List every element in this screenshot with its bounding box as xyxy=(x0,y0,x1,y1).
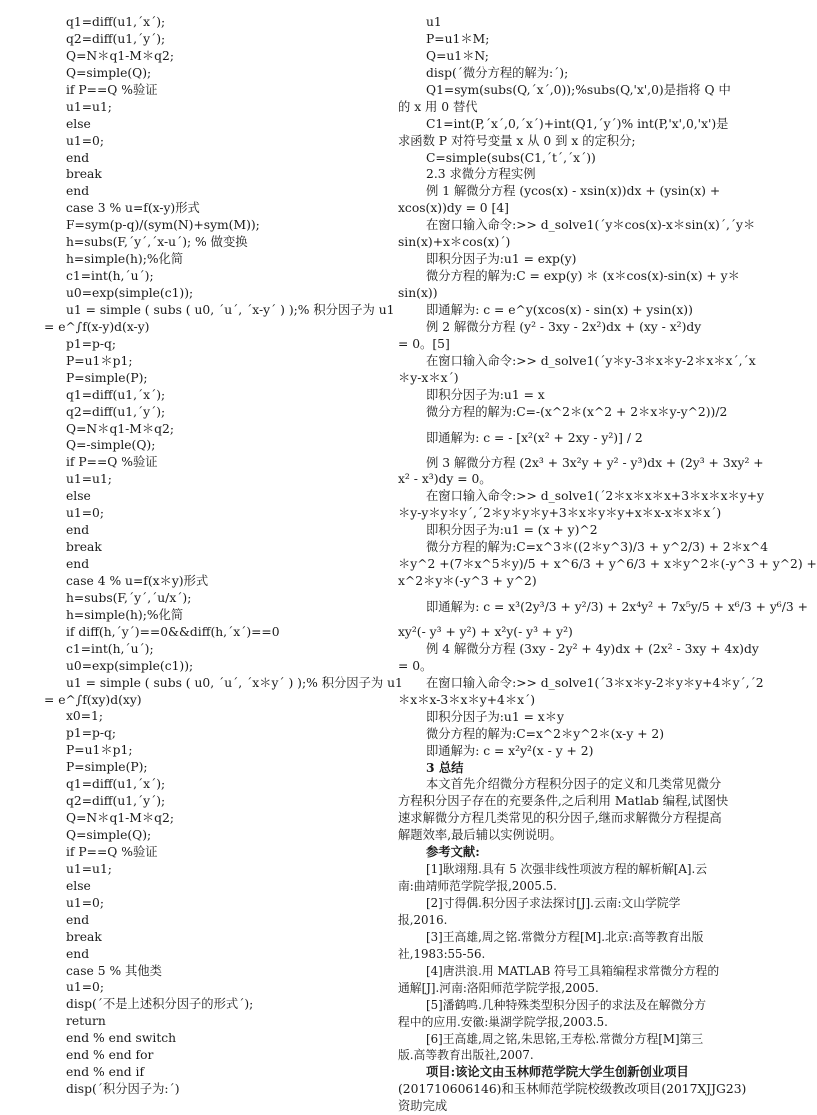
right-text-line: 在窗口输入命令:>> d_solve1(´y＊y-3＊x＊y-2＊x＊x´,´x xyxy=(426,353,756,368)
right-text-line: C1=int(P,´x´,0,´x´)+int(Q1,´y´)% int(P,'x',0,'x')是 xyxy=(426,116,729,131)
right-text-line: C=simple(subs(C1,´t´,´x´)) xyxy=(426,150,596,165)
right-text-line: 即通解为: c = x³(2y³/3 + y²/3) + 2x⁴y² + 7x⁵y/5 + x⁶/3 + y⁶/3 + xyxy=(426,600,808,614)
left-text-line: q2=diff(u1,´y´); xyxy=(66,31,166,46)
right-text-line: = 0。 xyxy=(398,658,433,673)
right-text-line: 在窗口输入命令:>> d_solve1(´3＊x＊y-2＊y＊y+4＊y´,´2 xyxy=(426,675,764,690)
left-text-line: else xyxy=(66,116,91,131)
left-text-line: if P==Q %验证 xyxy=(66,455,158,470)
right-text-line: ＊y-x＊x´) xyxy=(398,370,459,385)
left-text-line: case 4 % u=f(x＊y)形式 xyxy=(66,573,209,588)
left-text-line: Q=N＊q1-M＊q2; xyxy=(66,811,175,826)
right-text-line: sin(x)+x＊cos(x)´) xyxy=(398,235,511,250)
right-text-line: 参考文献: xyxy=(426,844,480,860)
left-text-line: h=simple(h);%化简 xyxy=(66,607,184,622)
left-text-line: u1=u1; xyxy=(66,99,112,114)
right-text-line: sin(x)) xyxy=(398,286,438,300)
left-text-line: q1=diff(u1,´x´); xyxy=(66,777,166,792)
right-text-line: (201710606146)和玉林师范学院校级教改项目(2017XJJG23) xyxy=(398,1082,747,1097)
right-text-line: 南:曲靖师范学院学报,2005.5. xyxy=(398,879,557,894)
left-text-line: case 5 % 其他类 xyxy=(66,963,162,978)
left-text-line: c1=int(h,´u´); xyxy=(66,269,154,284)
right-text-line: = 0。[5] xyxy=(398,336,450,351)
left-text-line: u1=0; xyxy=(66,980,105,995)
left-text-line: end xyxy=(66,557,90,571)
right-text-line: 即通解为: c = - [x²(x² + 2xy - y²)] / 2 xyxy=(426,430,643,445)
left-text-line: end xyxy=(66,523,90,538)
right-text-line: Q=u1＊N; xyxy=(426,48,489,63)
right-text-line: [6]王高雄,周之铭,朱思铭,王寿松.常微分方程[M]第三 xyxy=(426,1031,704,1046)
left-text-line: case 3 % u=f(x-y)形式 xyxy=(66,201,200,216)
left-text-line: break xyxy=(66,929,102,944)
left-text-line: u1=0; xyxy=(66,133,105,148)
left-text-line: u1=u1; xyxy=(66,472,112,487)
left-text-line: u1 = simple ( subs ( u0, ´u´, ´x＊y´ ) );% 积分因子为 u1 xyxy=(66,675,403,690)
left-text-line: return xyxy=(66,1014,106,1029)
right-text-line: 即积分因子为:u1 = x xyxy=(426,387,545,402)
right-text-line: P=u1＊M; xyxy=(426,31,490,46)
right-text-line: 2.3 求微分方程实例 xyxy=(426,167,536,182)
left-text-line: Q=simple(Q); xyxy=(66,65,152,80)
left-text-line: end % end for xyxy=(66,1048,154,1063)
right-text-line: 在窗口输入命令:>> d_solve1(´2＊x＊x＊x+3＊x＊x＊y+y xyxy=(426,489,765,504)
right-text-line: disp(´微分方程的解为:´); xyxy=(426,65,569,80)
left-text-line: P=simple(P); xyxy=(66,760,148,775)
right-text-line: x² - x³)dy = 0。 xyxy=(398,472,492,487)
right-text-line: 在窗口输入命令:>> d_solve1(´y＊cos(x)-x＊sin(x)´,´y＊ xyxy=(426,218,756,233)
right-text-line: ＊y-y＊y＊y´,´2＊y＊y＊y+3＊x＊y＊y+x＊x-x＊x＊x´) xyxy=(398,506,722,521)
left-text-line: u1=0; xyxy=(66,895,105,910)
left-text-line: end xyxy=(66,912,90,927)
right-text-line: [2]寸得偶.积分因子求法探讨[J].云南:文山学院学 xyxy=(426,896,681,910)
right-text-line: 方程积分因子存在的充要条件,之后利用 Matlab 编程,试图快 xyxy=(398,794,729,809)
left-text-line: u1=u1; xyxy=(66,861,112,876)
left-text-line: if P==Q %验证 xyxy=(66,844,158,859)
left-text-line: end % end if xyxy=(66,1065,145,1080)
left-text-line: u0=exp(simple(c1)); xyxy=(66,658,194,673)
right-text-line: ＊y^2 +(7＊x^5＊y)/5 + x^6/3 + y^6/3 + x＊y^2＊(-y^3 + y^2) + xyxy=(398,557,817,572)
right-text-line: 例 2 解微分方程 (y² - 3xy - 2x²)dx + (xy - x²)dy xyxy=(426,319,702,334)
left-text-line: if diff(h,´y´)==0&&diff(h,´x´)==0 xyxy=(66,624,280,639)
right-text-line: [5]潘鹤鸣.几种特殊类型积分因子的求法及在解微分方 xyxy=(426,997,706,1012)
right-text-line: 微分方程的解为:C=x^2＊y^2＊(x-y + 2) xyxy=(426,726,665,741)
right-text-line: 通解[J].河南:洛阳师范学院学报,2005. xyxy=(398,980,599,995)
left-text-line: p1=p-q; xyxy=(66,336,117,351)
right-text-line: 即积分因子为:u1 = exp(y) xyxy=(426,252,577,267)
left-text-line: u1=0; xyxy=(66,506,105,521)
left-text-line: h=subs(F,´y´,´u/x´); xyxy=(66,590,192,605)
right-text-line: 例 3 解微分方程 (2x³ + 3x²y + y² - y³)dx + (2y³ + 3xy² + xyxy=(426,455,764,470)
right-text-line: x^2＊y＊(-y^3 + y^2) xyxy=(398,574,537,589)
right-text-line: [3]王高雄,周之铭.常微分方程[M].北京:高等教育出版 xyxy=(426,929,704,944)
left-text-line: h=simple(h);%化简 xyxy=(66,252,184,267)
right-text-line: 社,1983:55-56. xyxy=(398,946,486,961)
right-text-line: xy²(- y³ + y²) + x²y(- y³ + y²) xyxy=(398,625,573,639)
left-text-line: P=u1＊p1; xyxy=(66,353,133,368)
left-text-line: end % end switch xyxy=(66,1031,177,1046)
left-text-line: P=simple(P); xyxy=(66,370,148,385)
right-text-line: 即积分因子为:u1 = x＊y xyxy=(426,709,564,724)
left-text-line: F=sym(p-q)/(sym(N)+sym(M)); xyxy=(66,218,260,233)
left-text-line: end xyxy=(66,946,90,961)
left-text-line: q2=diff(u1,´y´); xyxy=(66,404,166,419)
left-text-line: u0=exp(simple(c1)); xyxy=(66,286,194,300)
left-text-line: = e^∫f(x-y)d(x-y) xyxy=(44,319,150,334)
left-column xyxy=(38,14,403,1098)
left-text-line: h=subs(F,´y´,´x-u´); % 做变换 xyxy=(66,235,248,250)
left-text-line: end xyxy=(66,184,90,199)
right-text-line: 即积分因子为:u1 = (x + y)^2 xyxy=(426,523,598,538)
left-text-line: c1=int(h,´u´); xyxy=(66,641,154,656)
left-text-line: Q=simple(Q); xyxy=(66,828,152,842)
left-text-line: q1=diff(u1,´x´); xyxy=(66,15,166,29)
right-text-line: 报,2016. xyxy=(398,912,448,927)
left-text-line: P=u1＊p1; xyxy=(66,743,133,758)
left-text-line: Q=N＊q1-M＊q2; xyxy=(66,421,175,436)
right-text-line: [1]耿翊翔.具有 5 次强非线性项波方程的解析解[A].云 xyxy=(426,862,708,877)
right-text-line: u1 xyxy=(426,15,442,29)
left-text-line: end xyxy=(66,150,90,165)
right-text-line: 即通解为: c = e^y(xcos(x) - sin(x) + ysin(x)) xyxy=(426,302,693,317)
left-text-line: break xyxy=(66,540,102,555)
left-text-line: disp(´不是上述积分因子的形式´); xyxy=(66,997,254,1012)
left-text-line: if P==Q %验证 xyxy=(66,82,158,97)
left-text-line: disp(´积分因子为:´) xyxy=(66,1082,180,1097)
right-text-line: 项目:该论文由玉林师范学院大学生创新创业项目 xyxy=(426,1064,689,1080)
right-text-line: 解题效率,最后辅以实例说明。 xyxy=(398,828,562,843)
right-text-line: [4]唐洪浪.用 MATLAB 符号工具箱编程求常微分方程的 xyxy=(426,963,720,978)
right-text-line: 求函数 P 对符号变量 x 从 0 到 x 的定积分; xyxy=(398,133,636,148)
left-text-line: p1=p-q; xyxy=(66,726,117,741)
right-text-line: 3 总结 xyxy=(426,759,464,775)
left-text-line: q2=diff(u1,´y´); xyxy=(66,794,166,809)
left-text-line: q1=diff(u1,´x´); xyxy=(66,387,166,402)
left-text-line: break xyxy=(66,167,102,182)
right-column xyxy=(398,14,817,1115)
right-text-line: 微分方程的解为:C=x^3＊((2＊y^3)/3 + y^2/3) + 2＊x^4 xyxy=(426,540,769,555)
right-text-line: 例 4 解微分方程 (3xy - 2y² + 4y)dx + (2x² - 3xy + 4x)dy xyxy=(426,641,759,656)
right-text-line: ＊x＊x-3＊x＊y+4＊x´) xyxy=(398,692,536,707)
right-text-line: 微分方程的解为:C = exp(y) ＊ (x＊cos(x)-sin(x) + y＊ xyxy=(426,269,740,284)
right-text-line: Q1=sym(subs(Q,´x´,0));%subs(Q,'x',0)是指将 Q 中 xyxy=(426,82,731,97)
right-text-line: 速求解微分方程几类常见的积分因子,继而求解微分方程提高 xyxy=(398,811,722,826)
right-text-line: 资助完成 xyxy=(398,1099,448,1114)
left-text-line: Q=-simple(Q); xyxy=(66,438,156,453)
right-text-line: 例 1 解微分方程 (ycos(x) - xsin(x))dx + (ysin(x) + xyxy=(426,184,721,199)
right-text-line: 程中的应用.安徽:巢湖学院学报,2003.5. xyxy=(398,1014,608,1029)
right-text-line: 微分方程的解为:C=-(x^2＊(x^2 + 2＊x＊y-y^2))/2 xyxy=(426,404,728,419)
left-text-line: u1 = simple ( subs ( u0, ´u´, ´x-y´ ) );% 积分因子为 u1 xyxy=(66,302,395,317)
left-text-line: Q=N＊q1-M＊q2; xyxy=(66,48,175,63)
right-text-line: 即通解为: c = x²y²(x - y + 2) xyxy=(426,743,594,758)
right-text-line: 的 x 用 0 替代 xyxy=(398,99,478,114)
left-text-line: = e^∫f(xy)d(xy) xyxy=(44,692,142,707)
left-text-line: else xyxy=(66,489,91,504)
left-text-line: else xyxy=(66,878,91,893)
right-text-line: 本文首先介绍微分方程积分因子的定义和几类常见微分 xyxy=(426,777,722,792)
right-text-line: xcos(x))dy = 0 [4] xyxy=(398,201,509,216)
right-text-line: 版.高等教育出版社,2007. xyxy=(398,1048,534,1063)
left-text-line: x0=1; xyxy=(66,709,104,724)
